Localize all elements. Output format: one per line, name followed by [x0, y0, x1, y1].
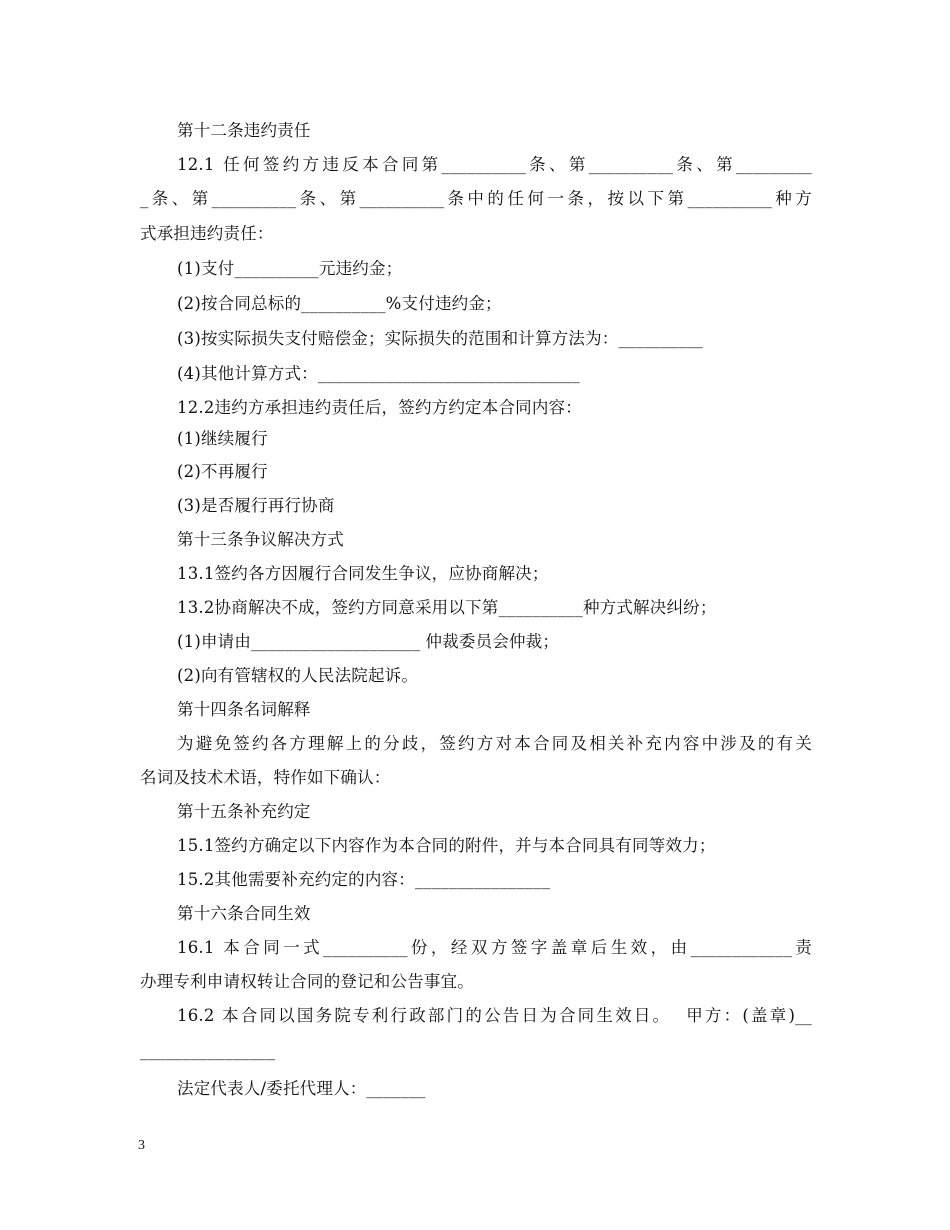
clause-12-1: 12.1 任何签约方违反本合同第__________条、第__________条、第_________ — [177, 155, 812, 174]
option-item: (3)按实际损失支付赔偿金；实际损失的范围和计算方法为：__________ — [177, 329, 703, 348]
heading-article-12: 第十二条违约责任 — [177, 121, 311, 140]
clause-15-2: 15.2其他需要补充约定的内容：________________ — [177, 870, 551, 889]
option-item: (4)其他计算方式：_______________________________ — [177, 364, 580, 383]
clause-13-2: 13.2协商解决不成，签约方同意采用以下第__________种方式解决纠纷； — [177, 598, 717, 617]
option-item: (1)支付__________元违约金； — [177, 259, 403, 278]
option-item: (3)是否履行再行协商 — [177, 496, 335, 515]
clause-16-1: 16.1 本合同一式__________份，经双方签字盖章后生效，由____________责 — [177, 938, 812, 957]
option-item: (2)向有管辖权的人民法院起诉。 — [177, 666, 419, 685]
signature-line: ________________ — [140, 1041, 276, 1060]
page-number: 3 — [138, 1138, 145, 1153]
representative-line: 法定代表人/委托代理人：_______ — [177, 1079, 426, 1098]
clause-13-1: 13.1签约各方因履行合同发生争议，应协商解决； — [177, 564, 549, 583]
paragraph-definitions-cont: 名词及技术术语，特作如下确认： — [140, 768, 391, 787]
heading-article-14: 第十四条名词解释 — [177, 700, 311, 719]
option-item: (2)不再履行 — [177, 462, 268, 481]
clause-15-1: 15.1签约方确定以下内容作为本合同的附件，并与本合同具有同等效力； — [177, 836, 716, 855]
heading-article-15: 第十五条补充约定 — [177, 802, 311, 821]
heading-article-13: 第十三条争议解决方式 — [177, 530, 344, 549]
option-item: (1)继续履行 — [177, 429, 268, 448]
heading-article-16: 第十六条合同生效 — [177, 904, 311, 923]
clause-16-2: 16.2 本合同以国务院专利行政部门的公告日为合同生效日。 甲方：(盖章)__ — [177, 1006, 812, 1025]
option-item: (1)申请由____________________ 仲裁委员会仲裁； — [177, 632, 560, 651]
clause-16-1-cont: 办理专利申请权转让合同的登记和公告事宜。 — [140, 972, 474, 991]
clause-12-2: 12.2违约方承担违约责任后，签约方约定本合同内容： — [177, 398, 582, 417]
clause-12-1-cont: _条、第__________条、第__________条中的任何一条，按以下第__________种方 — [140, 189, 812, 208]
option-item: (2)按合同总标的__________%支付违约金； — [177, 294, 502, 313]
paragraph-definitions: 为避免签约各方理解上的分歧，签约方对本合同及相关补充内容中涉及的有关 — [177, 734, 812, 753]
clause-12-1-cont: 式承担违约责任： — [140, 224, 274, 243]
